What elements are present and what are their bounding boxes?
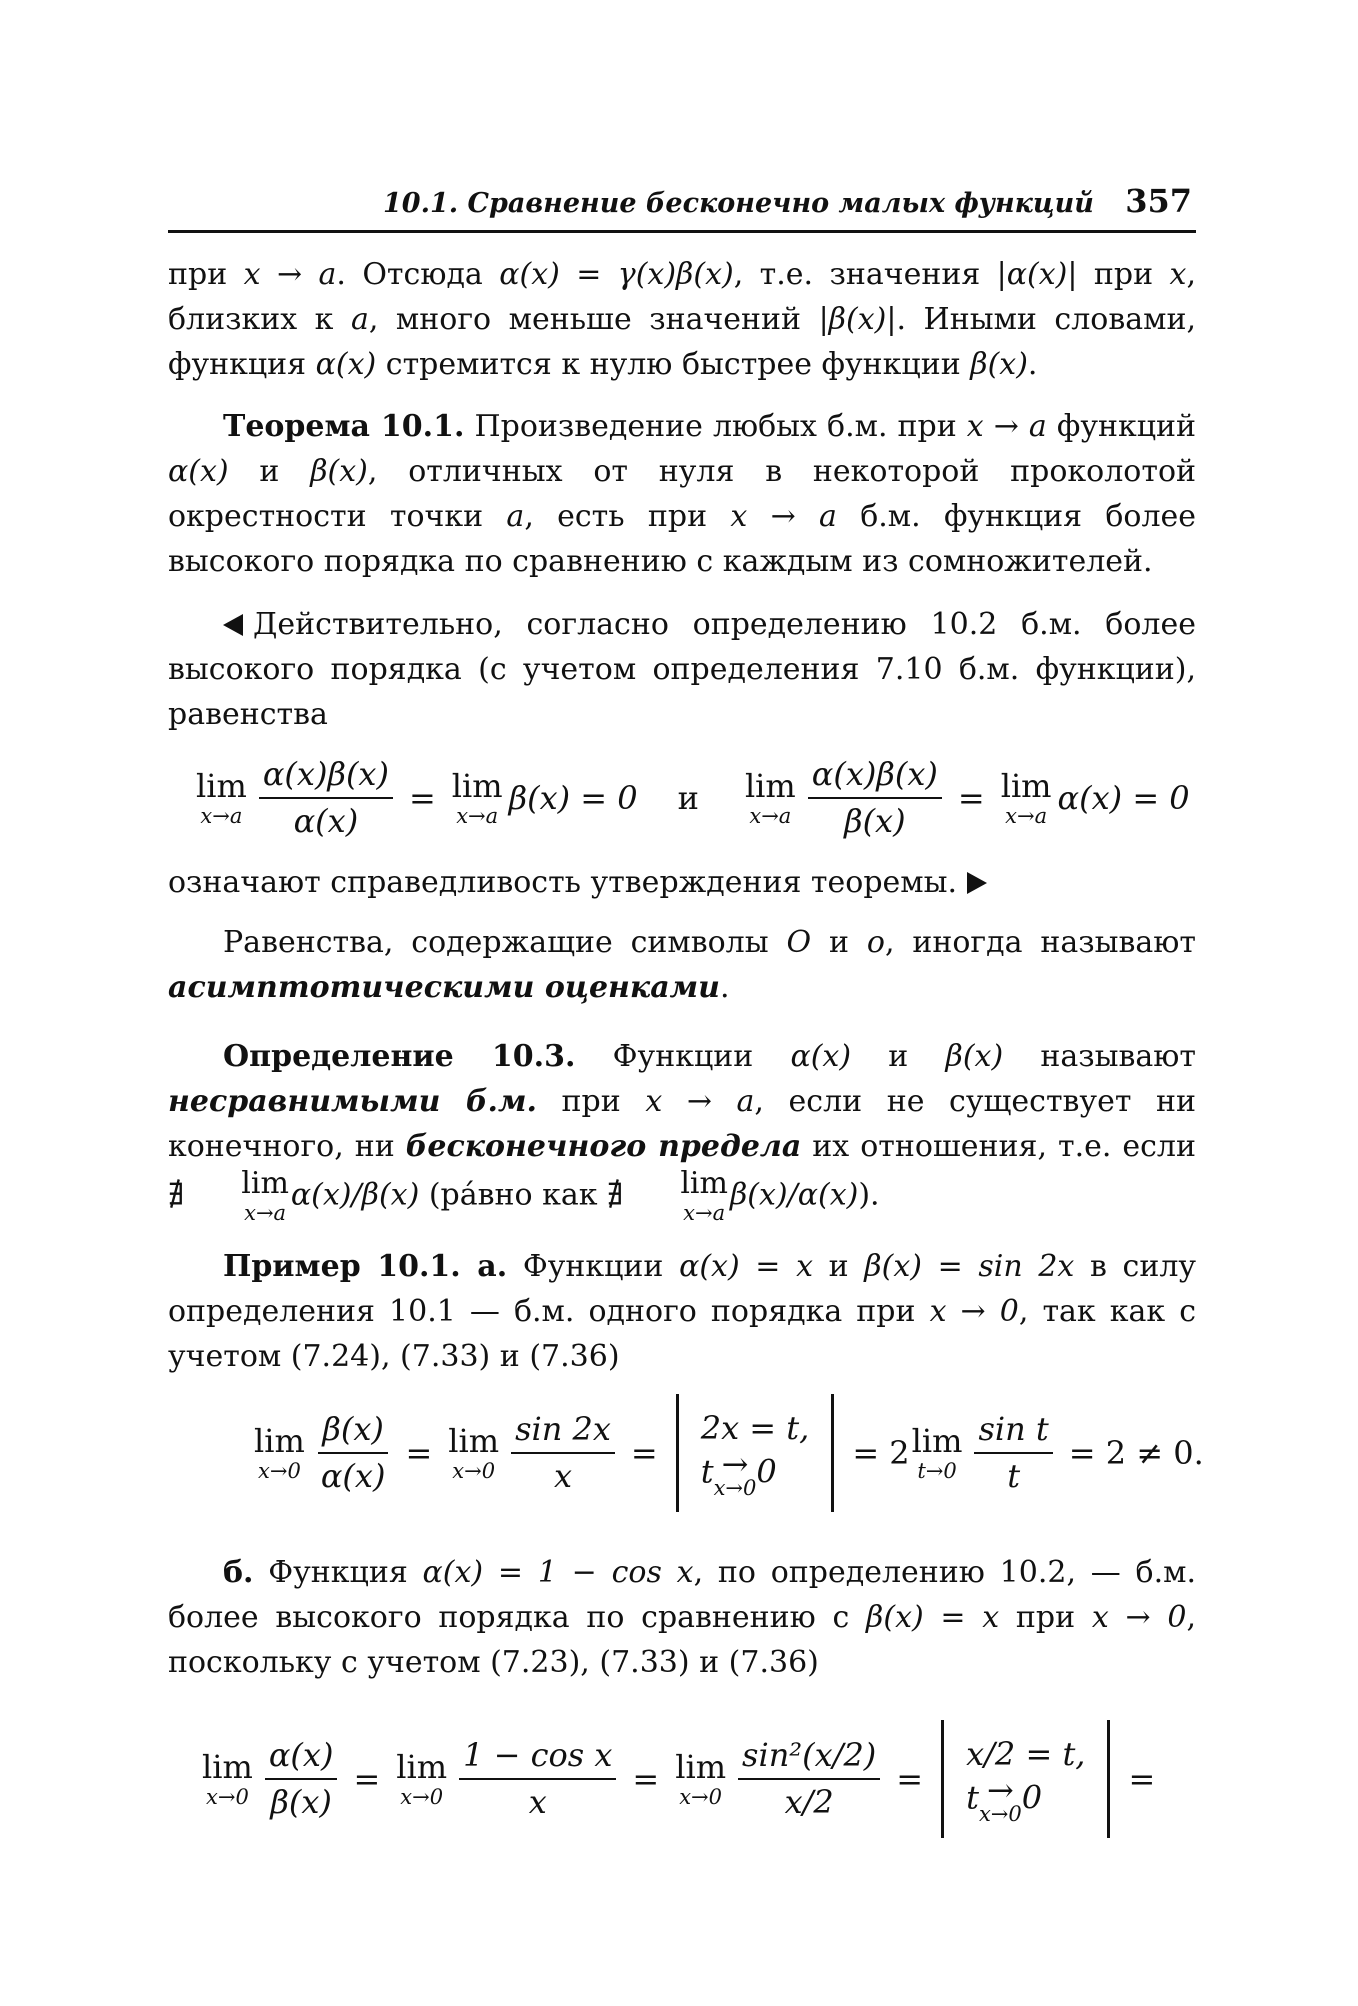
conjunction: и	[677, 779, 699, 817]
text: , так как с учетом (7.24), (7.33) и (7.36)	[168, 1294, 1196, 1374]
formula-example-b	[168, 1714, 1224, 1844]
lim-word: lim	[254, 1421, 305, 1460]
math: x → 0	[929, 1294, 1019, 1329]
definition-label: Определение 10.3.	[223, 1039, 576, 1074]
text: , по определению 10.2, — б.м. более высокого порядка по сравнению с	[168, 1555, 1196, 1635]
limit	[625, 1166, 728, 1225]
math: α(x) = x	[679, 1249, 813, 1284]
math: α(x) = 0	[1057, 779, 1190, 817]
math: x	[1169, 257, 1187, 292]
text: при	[1077, 257, 1170, 292]
lim-word: lim	[680, 1166, 728, 1201]
arrow-subscript: x→0	[713, 1475, 757, 1500]
text: означают справедливость утверждения теоремы.	[168, 865, 958, 900]
arrow-with-subscript	[978, 1770, 1022, 1826]
definition-10-3	[168, 1034, 1196, 1224]
math: o	[866, 925, 885, 960]
not-exists-symbol: ∄	[168, 1177, 185, 1213]
math: α(x) = γ(x)β(x)	[499, 257, 734, 292]
formula-example-a	[168, 1388, 1276, 1518]
equals: =	[896, 1760, 924, 1798]
limit	[451, 766, 503, 828]
paragraph-asymptotic	[168, 920, 1196, 1010]
text: Действительно, согласно определению 10.2 б.м. более высокого порядка (с учетом определения 7.10 б.м. функции), равенства	[168, 607, 1196, 732]
math: O	[786, 925, 812, 960]
limit	[202, 1747, 253, 1809]
limit	[186, 1166, 289, 1225]
numerator: β(x)	[318, 1411, 388, 1454]
term: асимптотическими оценками	[168, 970, 720, 1005]
fraction	[459, 1737, 616, 1821]
text: . Отсюда	[336, 257, 500, 292]
running-title: 10.1. Сравнение бесконечно малых функций	[383, 188, 1094, 219]
fraction	[317, 1411, 390, 1495]
math: a	[350, 302, 369, 337]
text: Функции	[575, 1039, 791, 1074]
denominator: α(x)	[320, 1457, 386, 1495]
denominator: β(x)	[844, 802, 906, 840]
lim-subscript: x→a	[1005, 803, 1048, 828]
denominator: β(x)	[270, 1783, 332, 1821]
page-number: 357	[1125, 182, 1192, 220]
text: ).	[858, 1177, 880, 1213]
example-10-1	[168, 1244, 1196, 1379]
text: , много меньше значений	[368, 302, 819, 337]
limit	[744, 766, 796, 828]
lim-word: lim	[675, 1747, 727, 1786]
limit	[448, 1421, 500, 1483]
text: .	[1027, 347, 1038, 382]
text: , иногда называют	[884, 925, 1196, 960]
text: и	[811, 925, 867, 960]
math: x → a	[966, 409, 1047, 444]
text: Произведение любых б.м. при	[464, 409, 967, 444]
math: t	[966, 1778, 979, 1817]
numerator: 1 − cos x	[459, 1737, 616, 1780]
example-part-label: а.	[460, 1249, 508, 1284]
text: Функция	[253, 1555, 423, 1590]
limit	[911, 1421, 963, 1483]
fraction	[808, 756, 942, 840]
math: β(x) = 0	[508, 779, 638, 817]
lim-subscript: x→0	[452, 1458, 496, 1483]
text: функций	[1046, 409, 1197, 444]
limit	[254, 1421, 305, 1483]
denominator: x	[528, 1783, 547, 1821]
text: Равенства, содержащие символы	[223, 925, 787, 960]
lim-subscript: x→0	[400, 1784, 444, 1809]
fraction	[738, 1737, 880, 1821]
not-exists-symbol: ∄	[607, 1177, 624, 1213]
limit	[196, 766, 247, 828]
limit	[396, 1747, 448, 1809]
math: a	[506, 499, 525, 534]
lim-word: lim	[448, 1421, 500, 1460]
example-part-label: б.	[223, 1555, 254, 1590]
proof-start-icon	[223, 614, 243, 636]
substitution-line	[700, 1444, 810, 1500]
math: β(x)	[310, 454, 368, 489]
denominator: x/2	[784, 1783, 834, 1821]
text: , есть при	[524, 499, 731, 534]
math: β(x)/α(x)	[729, 1177, 859, 1213]
lim-word: lim	[202, 1747, 253, 1786]
text: , отличных от нуля в некоторой проколотой окрестности точки	[168, 454, 1196, 534]
fraction	[259, 756, 393, 840]
math: α(x)	[790, 1039, 852, 1074]
text: , близких к	[168, 257, 1196, 337]
text: называют	[1003, 1039, 1196, 1074]
text: (рáвно как	[419, 1177, 608, 1213]
substitution-bracket	[941, 1720, 1110, 1838]
fraction	[265, 1737, 338, 1821]
fraction	[511, 1411, 615, 1495]
lim-subscript: x→a	[749, 803, 792, 828]
denominator: x	[553, 1457, 572, 1495]
formula-limits-1	[168, 748, 1218, 848]
math: β(x)	[970, 347, 1028, 382]
text: при	[999, 1600, 1092, 1635]
result: = 2 ≠ 0.	[1068, 1434, 1204, 1472]
text: , поскольку с учетом (7.23), (7.33) и (7.36)	[168, 1600, 1196, 1680]
lim-word: lim	[744, 766, 796, 805]
lim-word: lim	[196, 766, 247, 805]
limit	[1000, 766, 1052, 828]
text: при	[536, 1084, 646, 1119]
denominator: α(x)	[293, 802, 359, 840]
limit	[675, 1747, 727, 1809]
math: β(x) = sin 2x	[864, 1249, 1075, 1284]
lim-word: lim	[451, 766, 503, 805]
numerator: sin²(x/2)	[738, 1737, 880, 1780]
math: α(x)	[315, 347, 377, 382]
substitution-line: x/2 = t,	[966, 1735, 1086, 1774]
numerator: α(x)β(x)	[259, 756, 393, 799]
math: x → 0	[1091, 1600, 1187, 1635]
math: β(x)	[945, 1039, 1004, 1074]
fraction	[974, 1411, 1052, 1495]
arrow-with-subscript	[713, 1444, 757, 1500]
substitution-line: 2x = t,	[700, 1409, 810, 1448]
math: 0	[756, 1452, 777, 1491]
text: , т.е. значения	[733, 257, 997, 292]
numerator: sin 2x	[511, 1411, 615, 1454]
equals: =	[957, 779, 985, 817]
math: |β(x)|	[818, 302, 897, 337]
text: и	[813, 1249, 865, 1284]
theorem-10-1	[168, 404, 1196, 584]
lim-subscript: x→a	[244, 1201, 287, 1225]
proof-start	[168, 602, 1196, 737]
numerator: sin t	[974, 1411, 1052, 1454]
numerator: α(x)	[265, 1737, 338, 1780]
math: x → a	[730, 499, 837, 534]
text: стремится к нулю быстрее функции	[376, 347, 971, 382]
math: t	[700, 1452, 714, 1491]
lim-word: lim	[911, 1421, 963, 1460]
text: их отношения, т.е. если	[801, 1129, 1196, 1164]
math: α(x)	[168, 454, 229, 489]
lim-word: lim	[1000, 766, 1052, 805]
text: в силу определения 10.1 — б.м. одного порядка при	[168, 1249, 1197, 1329]
lim-word: lim	[241, 1166, 289, 1201]
substitution-bracket	[676, 1394, 835, 1512]
arrow: →	[721, 1444, 749, 1483]
text: б.м. функция более высокого порядка по сравнению с каждым из сомножителей.	[168, 499, 1197, 579]
theorem-label: Теорема 10.1.	[223, 409, 465, 444]
page-header	[168, 182, 1196, 233]
text: .	[719, 970, 730, 1005]
arrow: →	[986, 1770, 1014, 1809]
term: бесконечного предела	[405, 1129, 802, 1164]
lim-subscript: x→a	[456, 803, 499, 828]
term: несравнимыми б.м.	[168, 1084, 537, 1119]
text: и	[228, 454, 311, 489]
lim-word: lim	[396, 1747, 448, 1786]
text: , если не существует ни конечного, ни	[168, 1084, 1196, 1164]
text: Функции	[507, 1249, 680, 1284]
lim-subscript: x→a	[683, 1201, 726, 1225]
arrow-subscript: x→0	[978, 1801, 1022, 1826]
math: α(x)/β(x)	[290, 1177, 420, 1213]
lim-subscript: x→a	[200, 803, 243, 828]
example-label: Пример 10.1.	[223, 1249, 461, 1284]
lim-subscript: x→0	[679, 1784, 723, 1809]
text: . Иными словами, функция	[168, 302, 1196, 382]
proof-end	[168, 860, 1196, 905]
math: |α(x)|	[996, 257, 1078, 292]
substitution-line	[966, 1770, 1085, 1826]
equals: =	[405, 1434, 433, 1472]
numerator: α(x)β(x)	[808, 756, 942, 799]
equals: =	[408, 779, 436, 817]
math: x → a	[645, 1084, 755, 1119]
math: x → a	[243, 257, 337, 292]
math: β(x) = x	[866, 1600, 1000, 1635]
equals: =	[632, 1760, 660, 1798]
equals: = 2	[852, 1434, 910, 1472]
lim-subscript: x→0	[206, 1784, 249, 1809]
math: α(x) = 1 − cos x	[422, 1555, 694, 1590]
proof-end-icon	[967, 872, 987, 894]
example-part-b	[168, 1550, 1196, 1685]
math: 0	[1021, 1778, 1043, 1817]
equals: =	[630, 1434, 658, 1472]
paragraph-intro	[168, 252, 1196, 387]
text: при	[168, 257, 244, 292]
lim-subscript: x→0	[258, 1458, 301, 1483]
text: и	[851, 1039, 946, 1074]
equals: =	[353, 1760, 381, 1798]
equals: =	[1128, 1760, 1156, 1798]
denominator: t	[1007, 1457, 1021, 1495]
lim-subscript: t→0	[917, 1458, 957, 1483]
